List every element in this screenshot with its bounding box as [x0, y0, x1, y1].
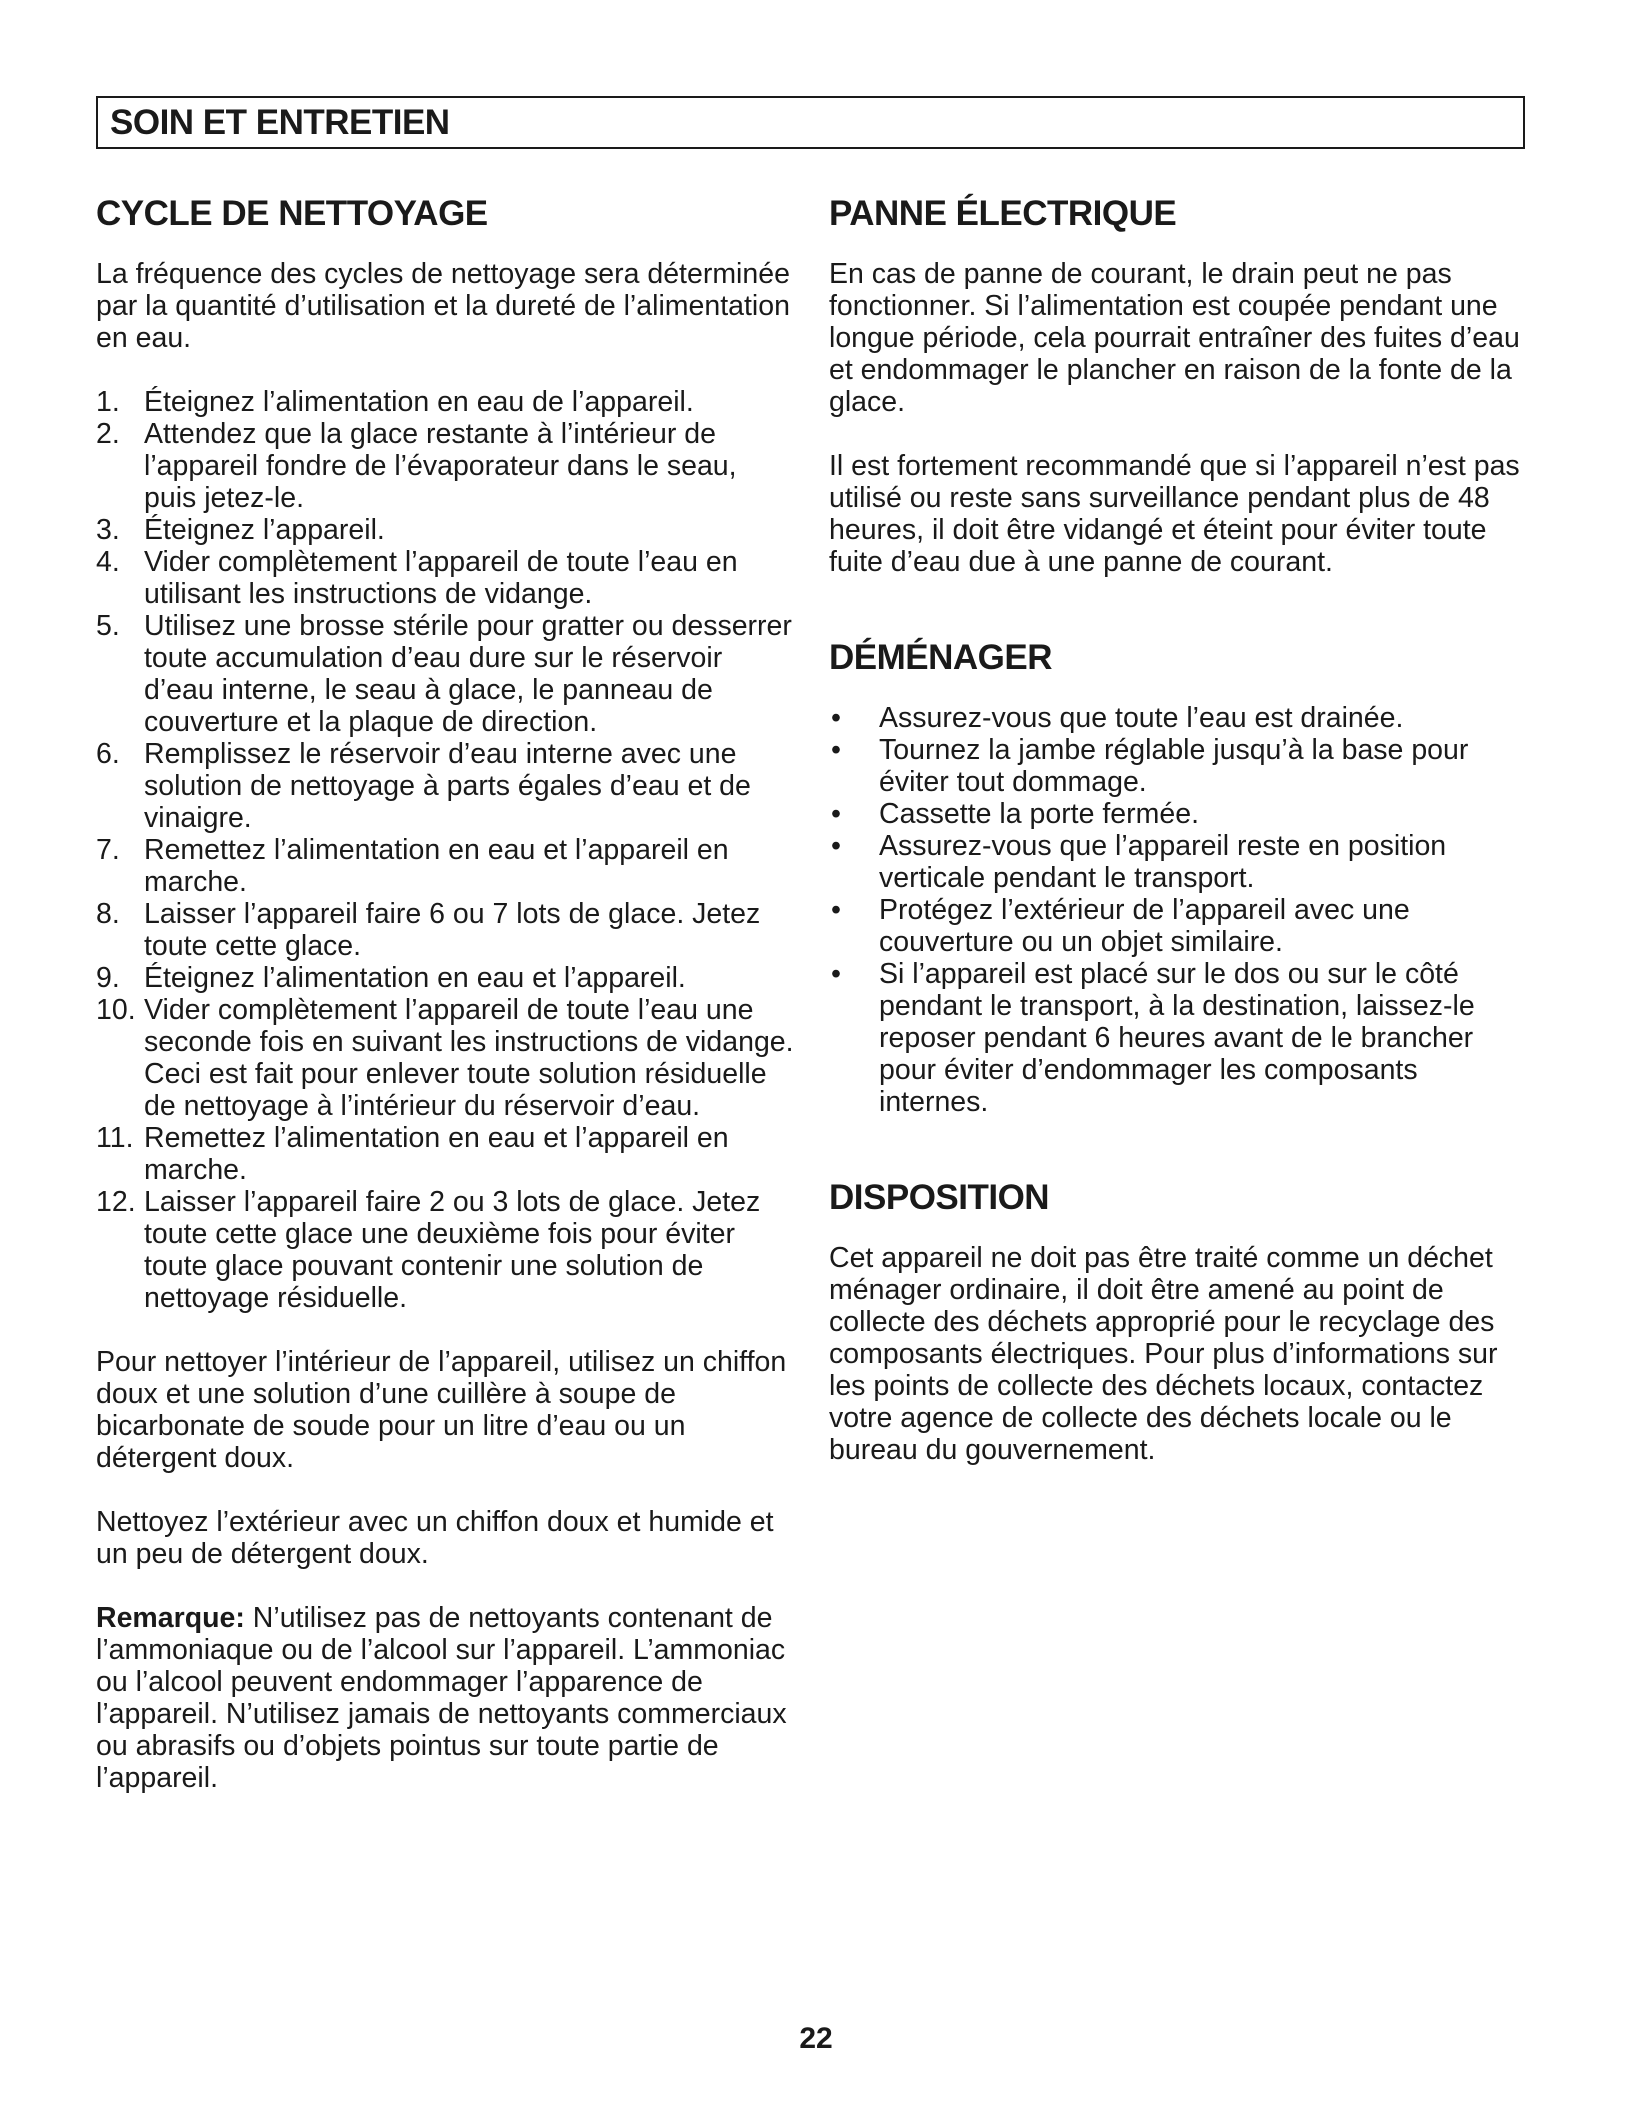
step-number: 11. [96, 1122, 134, 1154]
list-item [829, 830, 1529, 894]
list-item [829, 702, 1529, 734]
section-header [96, 96, 1525, 149]
step-text: Attendez que la glace restante à l’intérieur de l’appareil fondre de l’évaporateur dans le seau, puis jetez-le. [144, 418, 737, 514]
list-item [829, 958, 1529, 1118]
disposal-heading: DISPOSITION [829, 1178, 1050, 1217]
step-text: Vider complètement l’appareil de toute l’eau en utilisant les instructions de vidange. [144, 546, 738, 610]
step-text: Éteignez l’alimentation en eau de l’appareil. [144, 386, 694, 418]
bullet-icon: • [831, 830, 841, 862]
bullet-icon: • [831, 894, 841, 926]
bullet-icon: • [831, 734, 841, 766]
step-number: 3. [96, 514, 120, 546]
bullet-icon: • [831, 798, 841, 830]
cleaning-steps-list [96, 386, 796, 1314]
list-item [96, 546, 796, 610]
step-number: 7. [96, 834, 120, 866]
cleaning-heading: CYCLE DE NETTOYAGE [96, 194, 488, 233]
moving-list [829, 702, 1529, 1118]
list-item [96, 962, 796, 994]
step-number: 12. [96, 1186, 136, 1218]
step-text: Laisser l’appareil faire 6 ou 7 lots de glace. Jetez toute cette glace. [144, 898, 761, 962]
list-item-text: Protégez l’extérieur de l’appareil avec une couverture ou un objet similaire. [879, 894, 1410, 958]
list-item-text: Si l’appareil est placé sur le dos ou sur le côté pendant le transport, à la destination, laissez-le reposer pendant 6 heures avant de le brancher pour éviter d’endommager les composants internes. [879, 958, 1475, 1118]
note-paragraph [96, 1602, 796, 1794]
step-text: Remettez l’alimentation en eau et l’appareil en marche. [144, 1122, 729, 1186]
list-item-text: Tournez la jambe réglable jusqu’à la base pour éviter tout dommage. [879, 734, 1469, 798]
exterior-cleaning-text: Nettoyez l’extérieur avec un chiffon doux et humide et un peu de détergent doux. [96, 1506, 774, 1570]
bullet-icon: • [831, 958, 841, 990]
list-item [829, 798, 1529, 830]
list-item [96, 1186, 796, 1314]
note-text: N’utilisez pas de nettoyants contenant de l’ammoniaque ou de l’alcool sur l’appareil. L’ammoniac ou l’alcool peuvent endommager l’apparence de l’appareil. N’utilisez jamais de nettoyants commerciaux ou abrasifs ou d’objets pointus sur toute partie de l’appareil. [96, 1602, 787, 1794]
power-failure-text-2: Il est fortement recommandé que si l’appareil n’est pas utilisé ou reste sans surveillance pendant plus de 48 heures, il doit être vidangé et éteint pour éviter toute fuite d’eau due à une panne de courant. [829, 450, 1520, 578]
list-item [96, 386, 796, 418]
left-column [96, 188, 796, 1794]
step-text: Laisser l’appareil faire 2 ou 3 lots de glace. Jetez toute cette glace une deuxième fois pour éviter toute glace pouvant contenir une solution de nettoyage résiduelle. [144, 1186, 761, 1314]
list-item [96, 514, 796, 546]
right-column [829, 188, 1529, 1466]
power-failure-heading: PANNE ÉLECTRIQUE [829, 194, 1177, 233]
list-item-text: Assurez-vous que toute l’eau est drainée. [879, 702, 1404, 734]
step-number: 2. [96, 418, 120, 450]
step-number: 10. [96, 994, 136, 1026]
step-text: Remettez l’alimentation en eau et l’appareil en marche. [144, 834, 729, 898]
list-item [96, 1122, 796, 1186]
list-item [96, 418, 796, 514]
list-item [829, 894, 1529, 958]
list-item [96, 610, 796, 738]
step-text: Vider complètement l’appareil de toute l’eau une seconde fois en suivant les instructions de vidange. Ceci est fait pour enlever toute solution résiduelle de nettoyage à l’intérieur du réservoir d’eau. [144, 994, 794, 1122]
step-number: 9. [96, 962, 120, 994]
list-item [829, 734, 1529, 798]
step-text: Éteignez l’appareil. [144, 514, 385, 546]
list-item [96, 834, 796, 898]
list-item [96, 898, 796, 962]
step-number: 5. [96, 610, 120, 642]
cleaning-intro: La fréquence des cycles de nettoyage sera déterminée par la quantité d’utilisation et la dureté de l’alimentation en eau. [96, 258, 790, 354]
step-number: 4. [96, 546, 120, 578]
step-number: 8. [96, 898, 120, 930]
power-failure-text-1: En cas de panne de courant, le drain peut ne pas fonctionner. Si l’alimentation est coupée pendant une longue période, cela pourrait entraîner des fuites d’eau et endommager le plancher en raison de la fonte de la glace. [829, 258, 1520, 418]
moving-heading: DÉMÉNAGER [829, 638, 1053, 677]
bullet-icon: • [831, 702, 841, 734]
list-item-text: Assurez-vous que l’appareil reste en position verticale pendant le transport. [879, 830, 1447, 894]
page-number: 22 [799, 2022, 833, 2055]
interior-cleaning-text: Pour nettoyer l’intérieur de l’appareil, utilisez un chiffon doux et une solution d’une cuillère à soupe de bicarbonate de soude pour un litre d’eau ou un détergent doux. [96, 1346, 787, 1474]
step-text: Remplissez le réservoir d’eau interne avec une solution de nettoyage à parts égales d’eau et de vinaigre. [144, 738, 751, 834]
note-label: Remarque: [96, 1602, 245, 1634]
step-number: 6. [96, 738, 120, 770]
list-item-text: Cassette la porte fermée. [879, 798, 1199, 830]
disposal-text: Cet appareil ne doit pas être traité comme un déchet ménager ordinaire, il doit être amené au point de collecte des déchets approprié pour le recyclage des composants électriques. Pour plus d’informations sur les points de collecte des déchets locaux, contactez votre agence de collecte des déchets locale ou le bureau du gouvernement. [829, 1242, 1498, 1466]
step-text: Éteignez l’alimentation en eau et l’appareil. [144, 962, 686, 994]
section-title: SOIN ET ENTRETIEN [110, 102, 450, 142]
list-item [96, 994, 796, 1122]
step-number: 1. [96, 386, 120, 418]
step-text: Utilisez une brosse stérile pour gratter ou desserrer toute accumulation d’eau dure sur le réservoir d’eau interne, le seau à glace, le panneau de couverture et la plaque de direction. [144, 610, 792, 738]
list-item [96, 738, 796, 834]
